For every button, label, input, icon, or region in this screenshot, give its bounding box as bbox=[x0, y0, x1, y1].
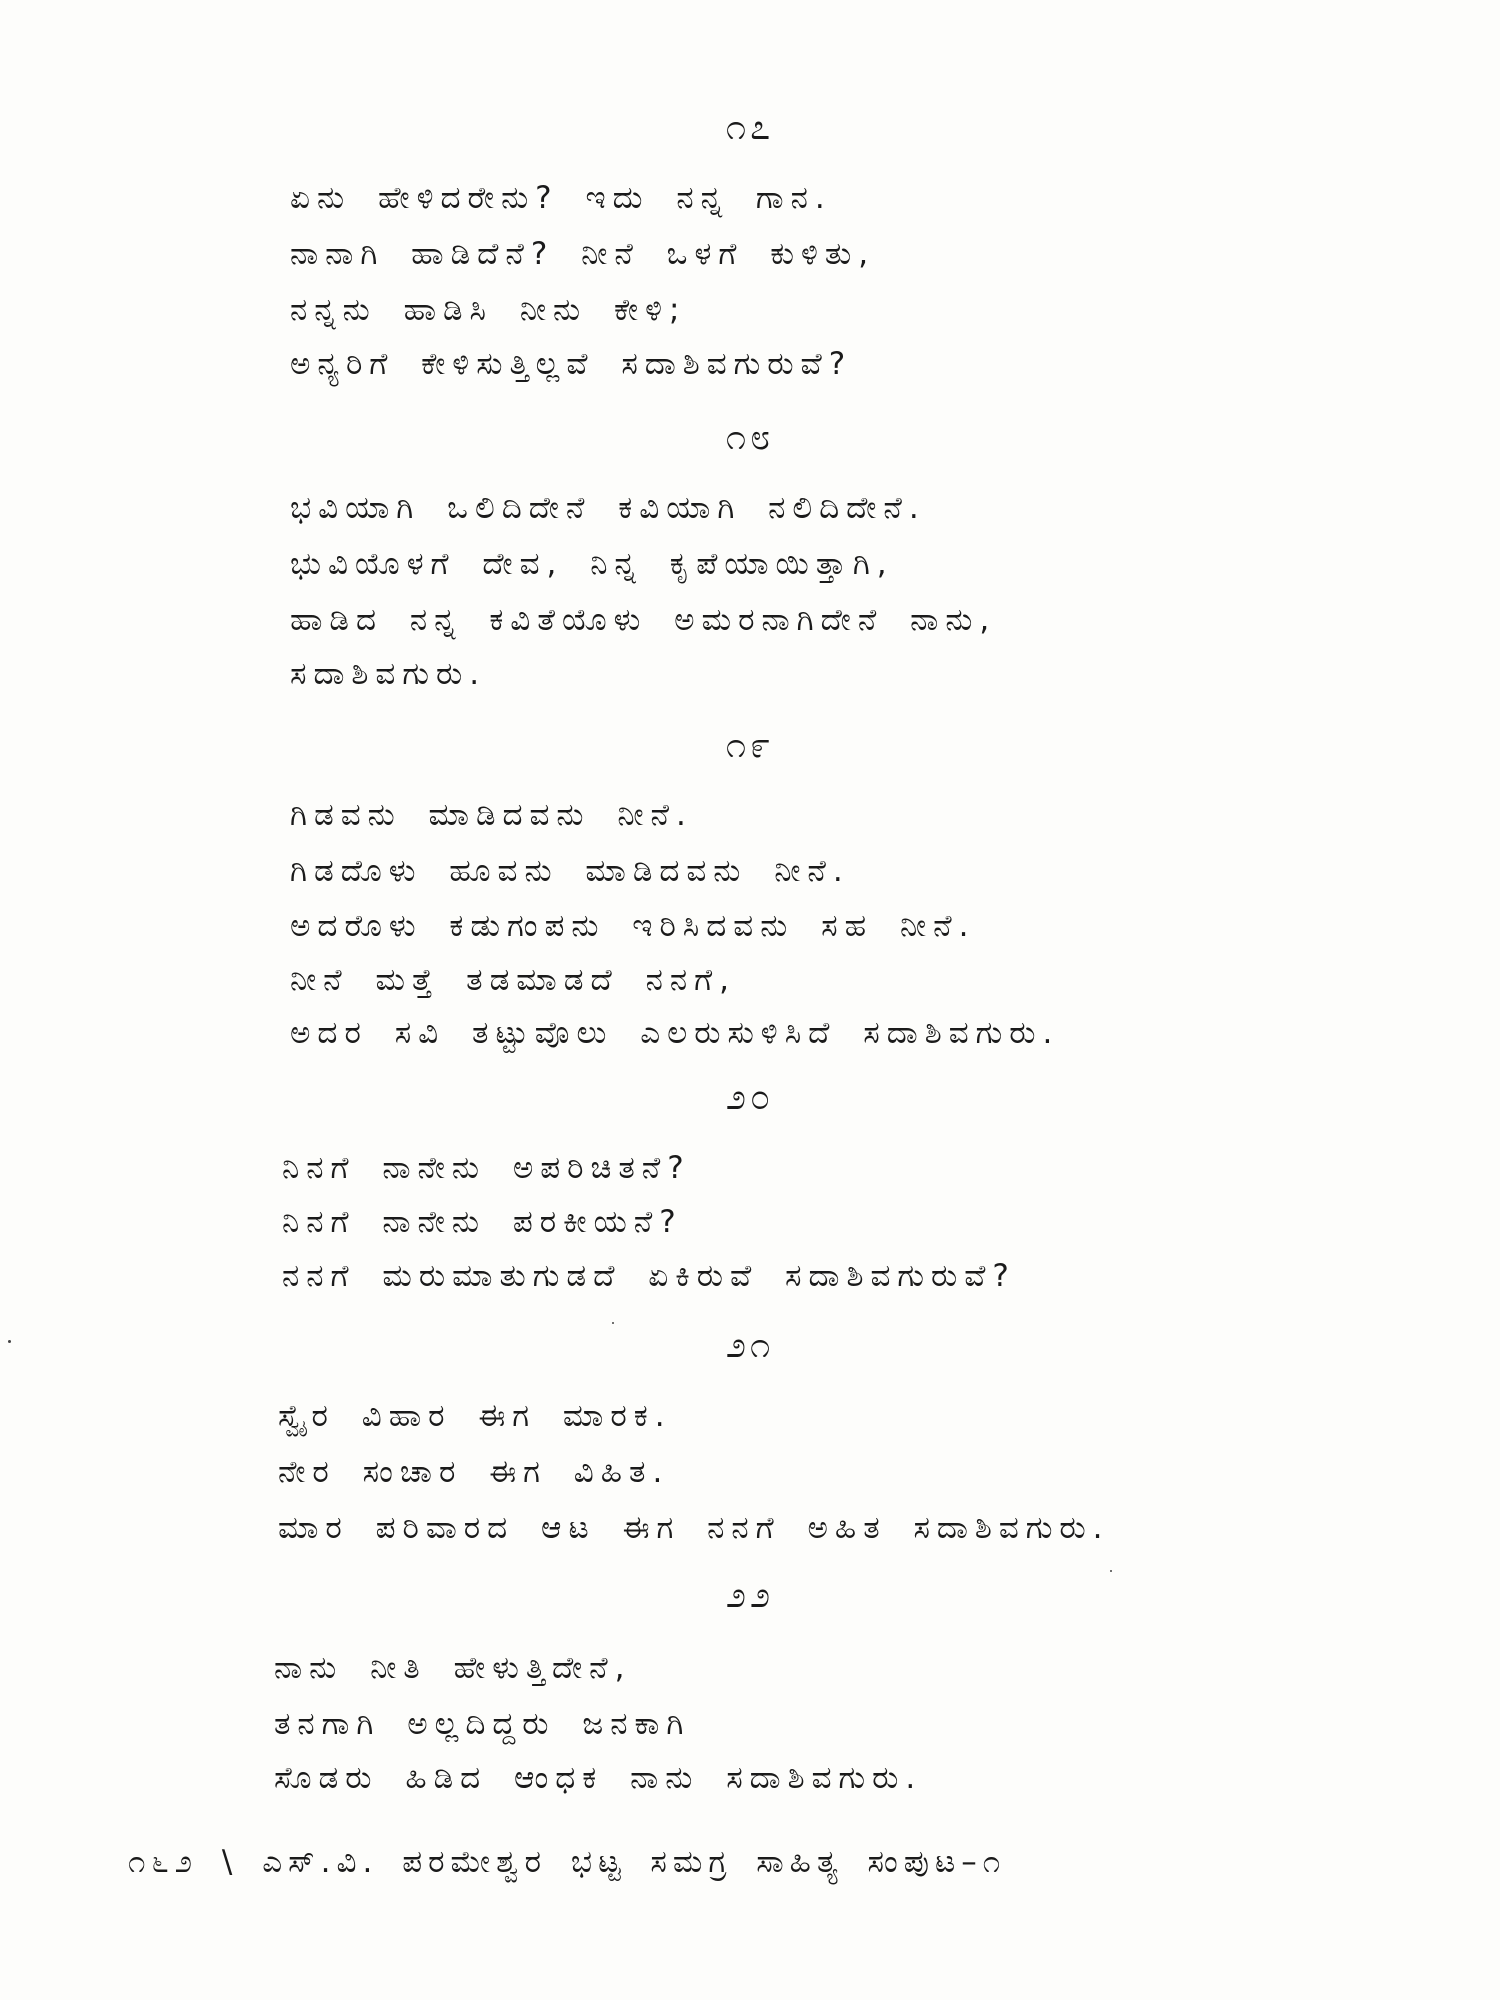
scan-speck bbox=[1110, 1570, 1112, 1572]
verse-line: ನಾನು ನೀತಿ ಹೇಳುತ್ತಿದೇನೆ, bbox=[274, 1650, 632, 1686]
scan-speck bbox=[8, 1340, 11, 1343]
verse-line: ಭುವಿಯೊಳಗೆ ದೇವ, ನಿನ್ನ ಕೃಪೆಯಾಯಿತ್ತಾಗಿ, bbox=[290, 546, 894, 582]
stanza-number: ೧೯ bbox=[725, 725, 775, 766]
verse-line: ನಾನಾಗಿ ಹಾಡಿದೆನೆ? ನೀನೆ ಒಳಗೆ ಕುಳಿತು, bbox=[290, 236, 876, 272]
verse-line: ಅದರೊಳು ಕಡುಗಂಪನು ಇರಿಸಿದವನು ಸಹ ನೀನೆ. bbox=[290, 908, 976, 944]
verse-line: ಸೊಡರು ಹಿಡಿದ ಆಂಧಕ ನಾನು ಸದಾಶಿವಗುರು. bbox=[274, 1760, 923, 1796]
verse-line: ನಿನಗೆ ನಾನೇನು ಅಪರಿಚಿತನೆ? bbox=[282, 1150, 691, 1186]
verse-line: ಸದಾಶಿವಗುರು. bbox=[290, 656, 487, 692]
verse-line: ಏನು ಹೇಳಿದರೇನು? ಇದು ನನ್ನ ಗಾನ. bbox=[290, 180, 832, 216]
stanza-number: ೨೧ bbox=[725, 1325, 775, 1366]
stanza-number: ೨೨ bbox=[725, 1575, 775, 1616]
verse-line: ಅದರ ಸವಿ ತಟ್ಟುವೊಲು ಎಲರುಸುಳಿಸಿದೆ ಸದಾಶಿವಗುರು. bbox=[290, 1015, 1060, 1051]
verse-line: ಅನ್ಯರಿಗೆ ಕೇಳಿಸುತ್ತಿಲ್ಲವೆ ಸದಾಶಿವಗುರುವೆ? bbox=[290, 346, 853, 382]
stanza-number: ೧೮ bbox=[725, 417, 775, 458]
verse-line: ನನಗೆ ಮರುಮಾತುಗುಡದೆ ಏಕಿರುವೆ ಸದಾಶಿವಗುರುವೆ? bbox=[282, 1258, 1016, 1294]
verse-line: ಗಿಡದೊಳು ಹೂವನು ಮಾಡಿದವನು ನೀನೆ. bbox=[290, 853, 850, 889]
scan-speck bbox=[612, 1322, 614, 1324]
page-footer: ೧೬೨ \ ಎಸ್.ವಿ. ಪರಮೇಶ್ವರ ಭಟ್ಟ ಸಮಗ್ರ ಸಾಹಿತ್ಯ ಸಂಪುಟ–೧ bbox=[128, 1844, 1007, 1880]
verse-line: ನನ್ನನು ಹಾಡಿಸಿ ನೀನು ಕೇಳಿ; bbox=[290, 292, 687, 328]
stanza-number: ೧೭ bbox=[725, 107, 775, 148]
verse-line: ತನಗಾಗಿ ಅಲ್ಲದಿದ್ದರು ಜನಕಾಗಿ bbox=[274, 1706, 691, 1742]
verse-line: ಗಿಡವನು ಮಾಡಿದವನು ನೀನೆ. bbox=[290, 797, 693, 833]
verse-line: ಸ್ವೈರ ವಿಹಾರ ಈಗ ಮಾರಕ. bbox=[278, 1398, 672, 1434]
verse-line: ಹಾಡಿದ ನನ್ನ ಕವಿತೆಯೊಳು ಅಮರನಾಗಿದೇನೆ ನಾನು, bbox=[290, 602, 997, 638]
stanza-number: ೨೦ bbox=[725, 1077, 775, 1118]
verse-line: ಭವಿಯಾಗಿ ಒಲಿದಿದೇನೆ ಕವಿಯಾಗಿ ನಲಿದಿದೇನೆ. bbox=[290, 490, 926, 526]
verse-line: ನೇರ ಸಂಚಾರ ಈಗ ವಿಹಿತ. bbox=[278, 1454, 670, 1490]
verse-line: ಮಾರ ಪರಿವಾರದ ಆಟ ಈಗ ನನಗೆ ಅಹಿತ ಸದಾಶಿವಗುರು. bbox=[278, 1510, 1110, 1546]
verse-line: ನಿನಗೆ ನಾನೇನು ಪರಕೀಯನೆ? bbox=[282, 1204, 683, 1240]
verse-line: ನೀನೆ ಮತ್ತೆ ತಡಮಾಡದೆ ನನಗೆ, bbox=[290, 962, 736, 998]
